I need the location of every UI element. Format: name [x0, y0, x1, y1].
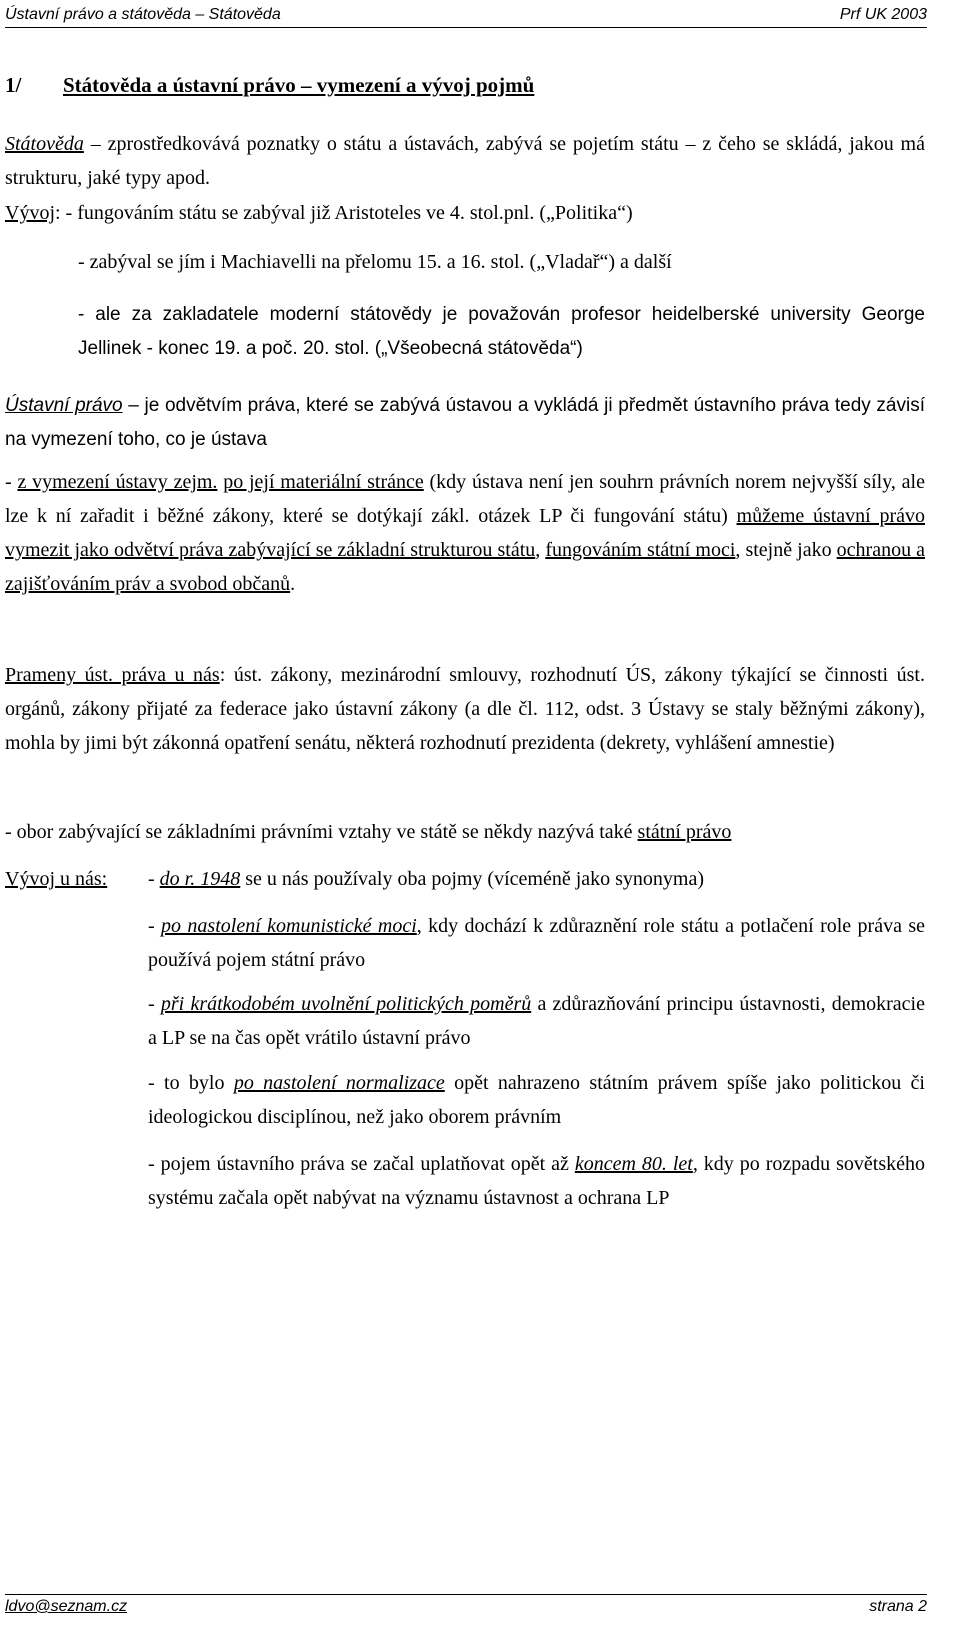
vyvoj-nas-label: Vývoj u nás: [5, 868, 108, 890]
item2-u: po nastolení komunistické moci [161, 915, 417, 937]
vymezeni-prefix: - [5, 471, 18, 493]
vyvoj-nas-item1 [148, 862, 925, 896]
item1-u: do r. 1948 [159, 868, 241, 890]
vyvoj-label: Vývoj [5, 202, 55, 224]
item3-pre: - [148, 993, 161, 1015]
item5-text: , kdy po rozpadu sovětského systému začala opět nabývat na významu ústavnost a ochrana LP [148, 1153, 925, 1209]
item4-pre: - to bylo [148, 1072, 234, 1094]
paragraph-ustavni [5, 389, 925, 457]
vyvoj-line2: - zabýval se jím i Machiavelli na přelomu 15. a 16. stol. („Vladař“) a další [78, 251, 672, 273]
vymezeni-u2: po její materiální stránce [223, 471, 424, 493]
vyvoj-nas-item2 [148, 909, 925, 977]
vyvoj-text1: : - fungováním státu se zabýval již Aristoteles ve 4. stol.pnl. („Politika“) [55, 202, 633, 224]
term-ustavni-pravo: Ústavní právo [5, 395, 123, 416]
vymezeni-t2: (kdy ústava není jen souhrn právních norem nejvyšší síly, ale lze k ní zařadit i běžné zákony, které se dotýkají zákl. otázek LP či fungování státu) [5, 471, 925, 527]
item1-pre: - [148, 868, 160, 890]
item2-pre: - [148, 915, 162, 937]
vyvoj-nas-item5 [148, 1147, 925, 1215]
vymezeni-u5: ochranou a zajišťováním práv a svobod občanů [5, 539, 925, 595]
paragraph-vymezeni [5, 465, 925, 601]
heading-title: Státověda a ústavní právo – vymezení a vývoj pojmů [63, 73, 535, 97]
vymezeni-u1: z vymezení ústavy zejm. [17, 471, 218, 493]
item3-u: při krátkodobém uvolnění politických poměrů [160, 993, 532, 1015]
footer-email-link[interactable]: ldvo@seznam.cz [5, 1598, 128, 1615]
vyvoj-nas-item4 [148, 1066, 925, 1134]
page-footer [5, 1594, 927, 1619]
item5-pre: - pojem ústavního práva se začal uplatňovat opět až [148, 1153, 575, 1175]
vymezeni-u4: fungováním státní moci [545, 539, 736, 561]
header-title: Ústavní právo a státověda – Státověda [5, 6, 281, 23]
page-header [5, 3, 927, 28]
ustavni-text: – je odvětvím práva, které se zabývá ústavou a vykládá ji předmět ústavního práva tedy závisí na vymezení toho, co je ústava [5, 395, 925, 450]
header-right: Prf UK 2003 [839, 6, 927, 23]
paragraph-prameny [5, 658, 925, 760]
vyvoj-line1 [5, 196, 925, 230]
item4-text: opět nahrazeno státním právem spíše jako politickou či ideologickou disciplínou, než jako oborem právním [148, 1072, 925, 1128]
paragraph-obor [5, 815, 925, 849]
obor-text: - obor zabývající se základními právními vztahy ve státě se někdy nazývá také [5, 821, 638, 843]
heading-number: 1/ [5, 73, 22, 97]
item1-text: se u nás používaly oba pojmy (víceméně jako synonyma) [240, 868, 705, 890]
item2-text: , kdy dochází k zdůraznění role státu a potlačení role práva se používá pojem státní právo [148, 915, 925, 971]
item3-text: a zdůrazňování principu ústavnosti, demokracie a LP se na čas opět vrátilo ústavní právo [148, 993, 925, 1049]
vyvoj-nas-item3 [148, 987, 925, 1055]
paragraph-statoveda [5, 127, 925, 195]
item5-u: koncem 80. let [574, 1153, 693, 1175]
vyvoj-line3: - ale za zakladatele moderní státovědy je považován profesor heidelberské university George Jellinek - konec 19. a poč. 20. stol. („Všeobecná státověda“) [78, 304, 925, 359]
vymezeni-u3: můžeme ústavní právo vymezit jako odvětví práva zabývající se základní strukturou státu [5, 505, 925, 561]
prameny-label: Prameny úst. práva u nás [5, 664, 220, 686]
obor-link: státní právo [637, 821, 732, 843]
vymezeni-t4: , stejně jako [735, 539, 837, 561]
statoveda-text: – zprostředkovává poznatky o státu a ústavách, zabývá se pojetím státu – z čeho se skládá, jakou má strukturu, jaké typy apod. [5, 133, 925, 189]
vymezeni-t3: , [535, 539, 546, 561]
vymezeni-t5: . [290, 573, 296, 595]
page-number: strana 2 [869, 1598, 927, 1615]
term-statoveda: Státověda [5, 133, 84, 155]
item4-u: po nastolení normalizace [233, 1072, 445, 1094]
section-heading [5, 73, 534, 98]
prameny-text: : úst. zákony, mezinárodní smlouvy, rozhodnutí ÚS, zákony týkající se činnosti úst. orgánů, zákony přijaté za federace jako ústavní zákony (a dle čl. 112, odst. 3 Ústavy se staly běžnými zákony), mohla by jimi být zákonná opatření senátu, některá rozhodnutí prezidenta (dekrety, vyhlášení amnestie) [5, 664, 925, 754]
